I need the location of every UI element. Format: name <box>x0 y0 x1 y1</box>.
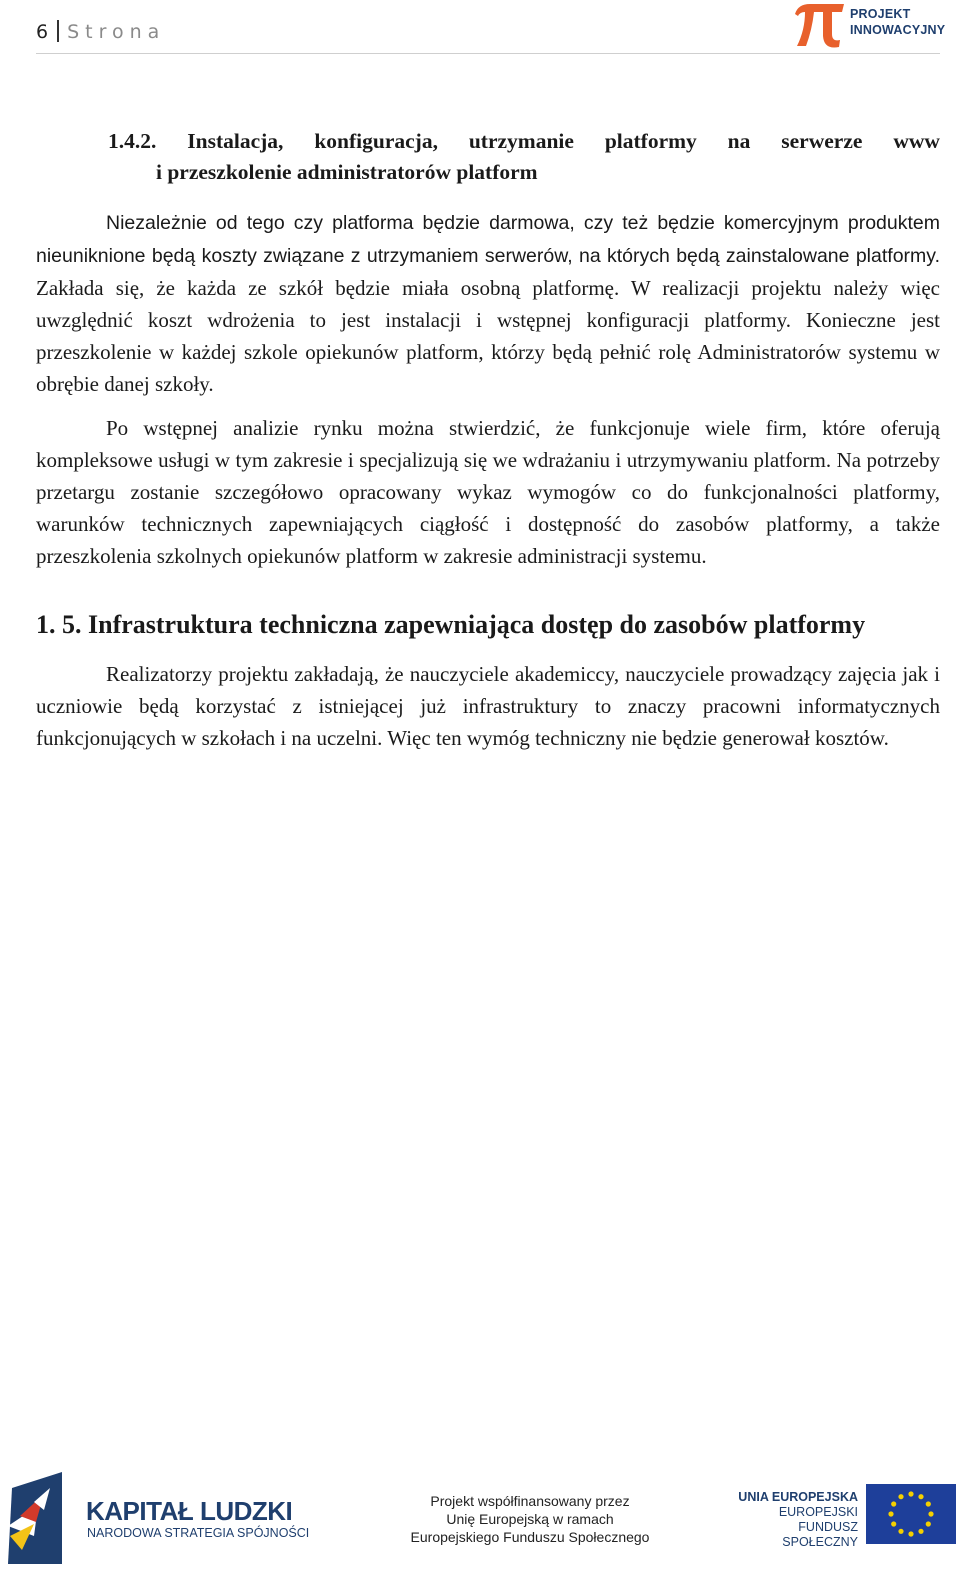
heading-word: na <box>727 129 751 153</box>
heading-word: serwerze <box>781 129 863 153</box>
logo-line-1: PROJEKT <box>850 7 911 21</box>
cofinancing-line-1: Projekt współfinansowany przez <box>430 1493 630 1509</box>
logo-line-2: INNOWACYJNY <box>850 23 946 37</box>
eu-line-2: EUROPEJSKI <box>778 1505 858 1519</box>
section-1-5-heading: 1. 5. Infrastruktura techniczna zapewniająca dostęp do zasobów platformy <box>36 610 866 639</box>
eu-fund-text <box>726 1490 858 1550</box>
heading-line-2: i przeszkolenie administratorów platform <box>156 160 538 184</box>
paragraph-sans-run: Niezależnie od tego czy platforma będzie darmowa, czy też będzie komercyjnym produktem nieuniknione będą koszty związane z utrzymaniem serwerów, na których będą zainstalowane platformy. <box>36 212 940 267</box>
page-footer <box>0 1460 960 1569</box>
kapital-ludzki-title: KAPITAŁ LUDZKI <box>86 1496 293 1526</box>
page-number-value: 6 <box>36 21 50 43</box>
cofinancing-note <box>400 1492 660 1546</box>
section-1-4-2-heading <box>36 126 940 188</box>
eu-flag-icon <box>866 1484 956 1544</box>
section-number: 1.4.2. <box>108 129 157 153</box>
heading-word: Instalacja, <box>187 129 284 153</box>
page-number-separator <box>57 20 59 42</box>
cofinancing-line-3: Europejskiego Funduszu Społecznego <box>410 1529 650 1545</box>
eu-line-1: UNIA EUROPEJSKA <box>738 1490 858 1504</box>
page-word: Strona <box>67 21 166 43</box>
paragraph-market-analysis: Po wstępnej analizie rynku można stwierdzić, że funkcjonuje wiele firm, które oferują kompleksowe usługi w tym zakresie i specjalizują się we wdrażaniu i utrzymywaniu platform. Na potrzeby przetargu zostanie szczegółowo opracowany wykaz wymogów co do funkcjonalności platformy, warunków technicznych zapewniających ciągłość i dostępność do zasobów platformy, a także przeszkolenia szkolnych opiekunów platform w zakresie administracji systemu. <box>36 416 940 568</box>
kapital-ludzki-subtitle: NARODOWA STRATEGIA SPÓJNOŚCI <box>87 1526 310 1540</box>
heading-line-1 <box>36 126 940 157</box>
heading-word: platformy <box>604 129 697 153</box>
header-divider <box>36 53 940 54</box>
pi-logo-icon <box>792 0 848 50</box>
heading-word: konfiguracja, <box>314 129 438 153</box>
project-logo-text <box>850 6 958 38</box>
eu-line-3: FUNDUSZ SPOŁECZNY <box>782 1520 858 1549</box>
kapital-ludzki-logo-icon <box>4 1466 66 1564</box>
heading-word: www <box>893 129 940 153</box>
page-number <box>36 20 165 43</box>
page-content <box>36 126 940 754</box>
paragraph-platform-costs <box>36 206 940 400</box>
paragraph-serif-run: Zakłada się, że każda ze szkół będzie miała osobną platformę. W realizacji projektu należy więc uwzględnić koszt wdrożenia to jest instalacji i wstępnej konfiguracji platformy. Konieczne jest przeszkolenie w każdej szkole opiekunów platform, którzy będą pełnić rolę Administratorów systemu w obrębie danej szkoły. <box>36 276 940 396</box>
paragraph-infrastructure: Realizatorzy projektu zakładają, że nauczyciele akademiccy, nauczyciele prowadzący zajęcia jak i uczniowie będą korzystać z istniejącej już infrastruktury to znaczy pracowni informatycznych funkcjonujących w szkołach i na uczelni. Więc ten wymóg techniczny nie będzie generował kosztów. <box>36 662 940 750</box>
heading-word: utrzymanie <box>468 129 574 153</box>
cofinancing-line-2: Unię Europejską w ramach <box>446 1511 614 1527</box>
page-header <box>0 0 960 60</box>
